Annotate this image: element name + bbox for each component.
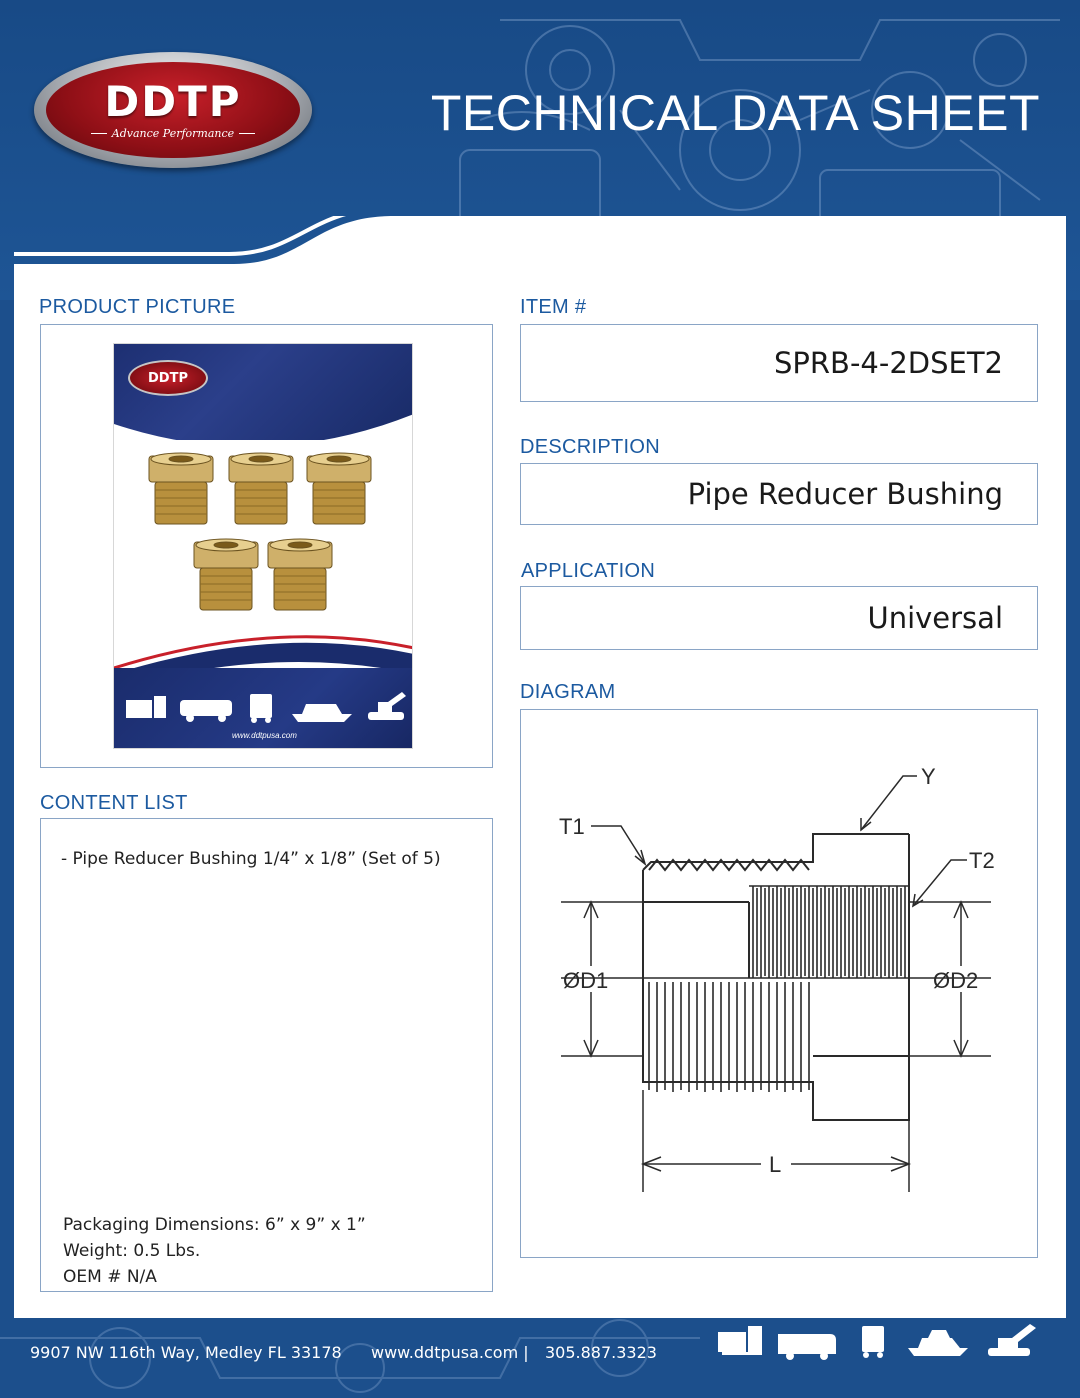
- logo-brand: DDTP: [104, 76, 242, 126]
- bushing-parts: [149, 453, 371, 610]
- content-list-box: [40, 818, 493, 1292]
- page-title: TECHNICAL DATA SHEET: [430, 85, 1040, 141]
- ddtp-logo: [34, 52, 312, 168]
- content-list-item: - Pipe Reducer Bushing 1/4” x 1/8” (Set of 5): [61, 849, 441, 869]
- logo-tagline: Advance Performance: [86, 127, 260, 140]
- package-url: www.ddtpusa.com: [232, 731, 297, 740]
- oem-number: OEM # N/A: [63, 1267, 157, 1287]
- diagram-label-t1: T1: [559, 814, 585, 839]
- footer-phone: 305.887.3323: [545, 1343, 657, 1362]
- item-number-box: [520, 324, 1038, 402]
- application-box: [520, 586, 1038, 650]
- diagram-label-y: Y: [921, 764, 936, 789]
- footer-vehicle-icons: [718, 1318, 1048, 1364]
- diagram-label: DIAGRAM: [520, 681, 616, 703]
- application-label: APPLICATION: [521, 560, 656, 582]
- content-list-label: CONTENT LIST: [40, 792, 188, 814]
- bus-icon: [778, 1334, 836, 1360]
- footer-address: 9907 NW 116th Way, Medley FL 33178: [30, 1343, 342, 1362]
- excavator-icon: [988, 1324, 1036, 1356]
- package-logo-text: DDTP: [148, 370, 188, 386]
- product-picture-box: [40, 324, 493, 768]
- description-label: DESCRIPTION: [520, 436, 660, 458]
- diagram-label-l: L: [769, 1152, 782, 1177]
- packaging-dimensions: Packaging Dimensions: 6” x 9” x 1”: [63, 1215, 366, 1235]
- package-logo: [128, 360, 208, 396]
- bushing-technical-drawing: [521, 710, 1036, 1256]
- generator-icon: [718, 1326, 762, 1355]
- weight: Weight: 0.5 Lbs.: [63, 1241, 201, 1261]
- diagram-box: [520, 709, 1038, 1258]
- item-number-value: SPRB-4-2DSET2: [774, 346, 1003, 380]
- package-vehicle-icons: [122, 690, 412, 724]
- diagram-label-t2: T2: [969, 848, 995, 873]
- product-package-image: [113, 343, 413, 749]
- description-box: [520, 463, 1038, 525]
- item-label: ITEM #: [520, 296, 587, 318]
- truck-icon: [862, 1326, 884, 1358]
- diagram-label-d1: ØD1: [563, 968, 609, 993]
- yacht-icon: [908, 1330, 968, 1356]
- description-value: Pipe Reducer Bushing: [687, 477, 1003, 511]
- footer-website[interactable]: www.ddtpusa.com |: [371, 1343, 529, 1362]
- diagram-label-d2: ØD2: [933, 968, 979, 993]
- application-value: Universal: [867, 601, 1003, 635]
- product-picture-label: PRODUCT PICTURE: [39, 296, 236, 318]
